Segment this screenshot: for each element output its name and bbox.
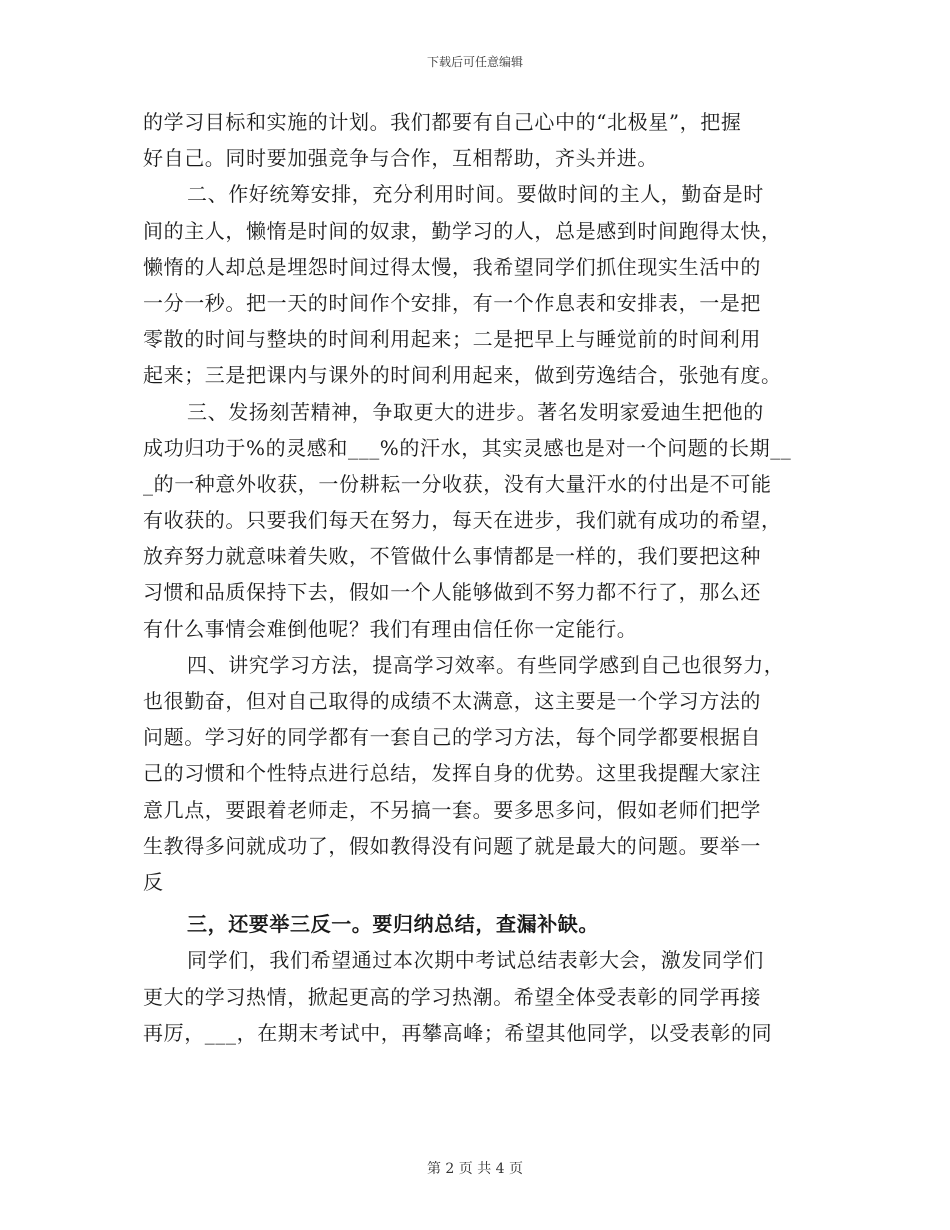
paragraph-line: 二、作好统筹安排，充分利用时间。要做时间的主人，勤奋是时	[187, 182, 764, 207]
paragraph-line: 再厉，___，在期末考试中，再攀高峰；希望其他同学，以受表彰的同	[143, 1020, 773, 1045]
paragraph-line: 成功归功于%的灵感和___%的汗水，其实灵感也是对一个问题的长期__	[143, 435, 792, 460]
paragraph-line: 四、讲究学习方法，提高学习效率。有些同学感到自己也很努力，	[187, 652, 785, 677]
paragraph-line: 好自己。同时要加强竞争与合作，互相帮助，齐头并进。	[143, 146, 658, 171]
document-body	[143, 104, 811, 1051]
paragraph-line: 己的习惯和个性特点进行总结，发挥自身的优势。这里我提醒大家注	[143, 761, 761, 786]
paragraph-line: 有什么事情会难倒他呢？我们有理由信任你一定能行。	[143, 616, 638, 641]
paragraph-line: 零散的时间与整块的时间利用起来；二是把早上与睡觉前的时间利用	[143, 327, 761, 352]
paragraph-line: 也很勤奋，但对自己取得的成绩不太满意，这主要是一个学习方法的	[143, 689, 761, 713]
paragraph-line: 生教得多问就成功了，假如教得没有问题了就是最大的问题。要举一	[143, 833, 761, 858]
paragraph-line: 间的主人，懒惰是时间的奴隶，勤学习的人，总是感到时间跑得太快，	[143, 218, 782, 243]
paragraph-line: 懒惰的人却总是埋怨时间过得太慢，我希望同学们抓住现实生活中的	[143, 254, 761, 279]
paragraph-line: 问题。学习好的同学都有一套自己的学习方法，每个同学都要根据自	[143, 725, 761, 750]
paragraph-line: 放弃努力就意味着失败，不管做什么事情都是一样的，我们要把这种	[143, 544, 761, 569]
paragraph-line: _的一种意外收获，一份耕耘一分收获，没有大量汗水的付出是不可能	[143, 471, 772, 496]
page-header-note: 下载后可任意编辑	[426, 55, 523, 69]
paragraph-line: 的学习目标和实施的计划。我们都要有自己心中的“北极星”，把握	[143, 110, 742, 134]
paragraph-line: 同学们，我们希望通过本次期中考试总结表彰大会，激发同学们	[187, 948, 764, 973]
paragraph-line: 三、发扬刻苦精神，争取更大的进步。著名发明家爱迪生把他的	[187, 399, 764, 424]
paragraph-line: 习惯和品质保持下去，假如一个人能够做到不努力都不行了，那么还	[143, 580, 761, 605]
page-number: 第 2 页 共 4 页	[426, 1161, 524, 1177]
paragraph-line: 更大的学习热情，掀起更高的学习热潮。希望全体受表彰的同学再接	[143, 984, 761, 1009]
paragraph-line: 有收获的。只要我们每天在努力，每天在进步，我们就有成功的希望，	[143, 508, 782, 533]
section-heading: 三，还要举三反一。要归纳总结，查漏补缺。	[187, 912, 599, 937]
paragraph-line: 一分一秒。把一天的时间作个安排，有一个作息表和安排表，一是把	[143, 290, 761, 315]
paragraph-line: 反	[143, 869, 164, 894]
paragraph-line: 意几点，要跟着老师走，不另搞一套。要多思多问，假如老师们把学	[143, 797, 761, 822]
paragraph-line: 起来；三是把课内与课外的时间利用起来，做到劳逸结合，张弛有度。	[143, 363, 782, 388]
